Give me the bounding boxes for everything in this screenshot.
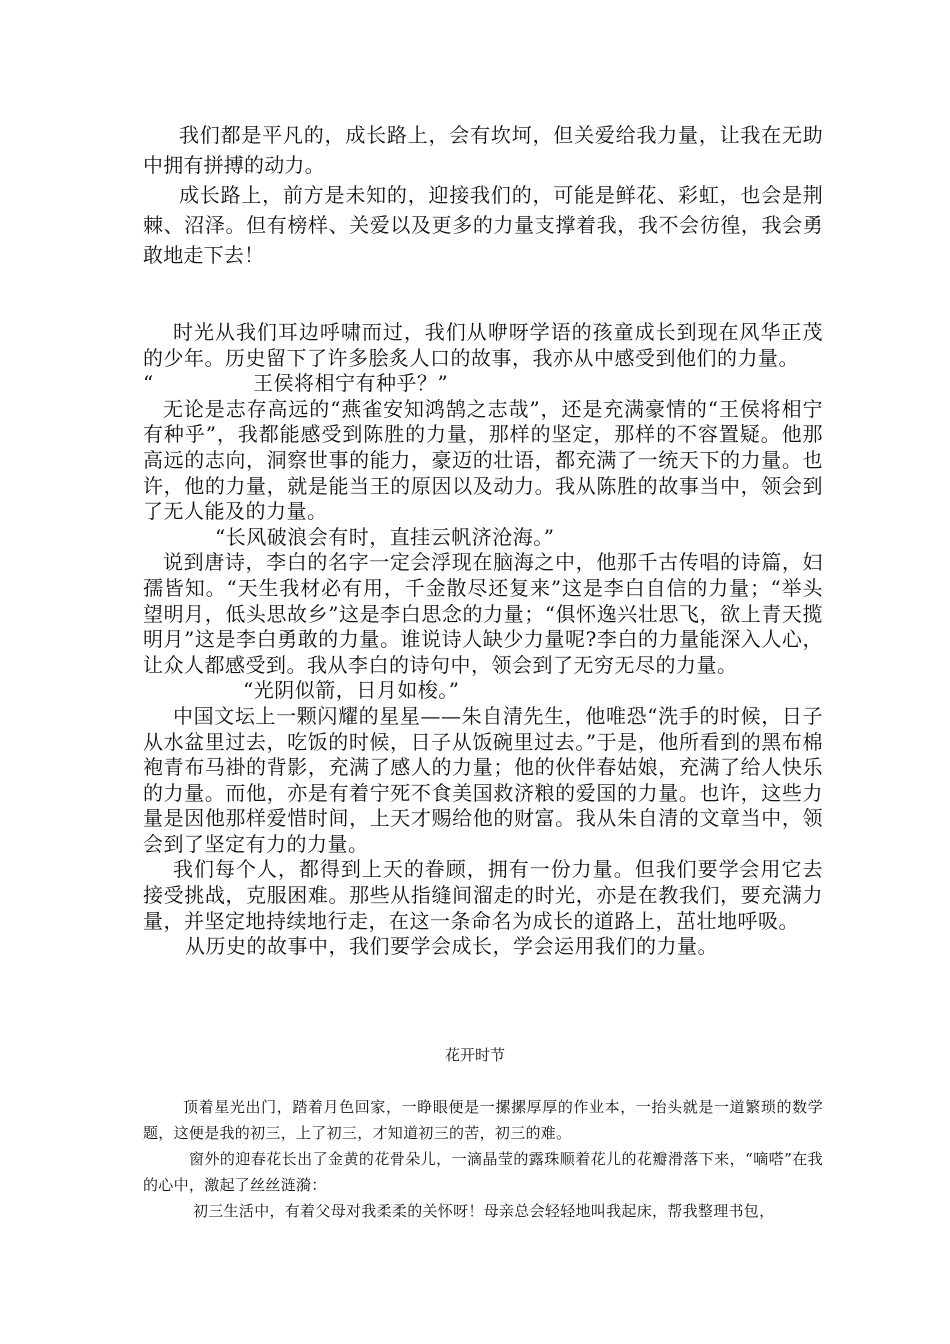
essay-title: 花开时节 <box>444 1046 505 1064</box>
paragraph: 成长路上，前方是未知的，迎接我们的，可能是鲜花、彩虹，也会是荆棘、沼泽。但有榜样、关爱以及更多的力量支撑着我，我不会彷徨，我会勇敢地走下去！ <box>143 183 823 267</box>
section-flower-season <box>143 1094 823 1224</box>
paragraph-us: 我们每个人，都得到上天的眷顾，拥有一份力量。但我们要学会用它去接受挑战，克服困难。那些从指缝间溜走的时光，亦是在教我们，要充满力量，并坚定地持续地行走，在这一条命名为成长的道路上，茁壮地呼吸。 <box>143 857 823 933</box>
section-growth-conclusion <box>143 120 823 270</box>
quote-heading: “光阴似箭，日月如梭。” <box>243 678 460 703</box>
paragraph-end: 从历史的故事中，我们要学会成长，学会运用我们的力量。 <box>185 934 718 959</box>
paragraph-intro: 时光从我们耳边呼啸而过，我们从咿呀学语的孩童成长到现在风华正茂的少年。历史留下了许多脍炙人口的故事，我亦从中感受到他们的力量。 <box>143 320 823 370</box>
quote-open-mark: “ <box>143 371 154 396</box>
paragraph-zhuziqing: 中国文坛上一颗闪耀的星星——朱自清先生，他唯恐“洗手的时候，日子从水盆里过去，吃饭的时候，日子从饭碗里过去。”于是，他所看到的黑布棉袍青布马褂的背影，充满了感人的力量；他的伙伴春姑娘，充满了给人快乐的力量。而他，亦是有着宁死不食美国救济粮的爱国的力量。也许，这些力量是因他那样爱惜时间，上天才赐给他的财富。我从朱自清的文章当中，领会到了坚定有力的力量。 <box>143 703 823 856</box>
paragraph: 窗外的迎春花长出了金黄的花骨朵儿，一滴晶莹的露珠顺着花儿的花瓣滑落下来，“嘀嗒”在我的心中，激起了丝丝涟漪： <box>143 1150 823 1194</box>
quote-heading: “长风破浪会有时，直挂云帆济沧海。” <box>215 524 555 549</box>
quote-text: 王侯将相宁有种乎？” <box>253 371 449 396</box>
paragraph: 我们都是平凡的，成长路上，会有坎坷，但关爱给我力量，让我在无助中拥有拼搏的动力。 <box>143 123 823 177</box>
paragraph-libai: 说到唐诗，李白的名字一定会浮现在脑海之中，他那千古传唱的诗篇，妇孺皆知。“天生我材必有用，千金散尽还复来”这是李白自信的力量；“举头望明月，低头思故乡”这是李白思念的力量；“俱怀逸兴壮思飞，欲上青天揽明月”这是李白勇敢的力量。谁说诗人缺少力量呢?李白的力量能深入人心，让众人都感受到。我从李白的诗句中，领会到了无穷无尽的力量。 <box>143 550 823 677</box>
paragraph: 初三生活中，有着父母对我柔柔的关怀呀！母亲总会轻轻地叫我起床，帮我整理书包， <box>193 1202 775 1220</box>
paragraph-chensheng: 无论是志存高远的“燕雀安知鸿鹄之志哉”，还是充满豪情的“王侯将相宁有种乎”，我都能感受到陈胜的力量，那样的坚定，那样的不容置疑。他那高远的志向，洞察世事的能力，豪迈的壮语，都充满了一统天下的力量。也许，他的力量，就是能当王的原因以及动力。我从陈胜的故事当中，领会到了无人能及的力量。 <box>143 396 823 524</box>
quote-heading <box>143 371 823 397</box>
paragraph: 顶着星光出门，踏着月色回家，一睁眼便是一摞摞厚厚的作业本，一抬头就是一道繁琐的数学题，这便是我的初三，上了初三，才知道初三的苦，初三的难。 <box>143 1098 823 1142</box>
section-history-power <box>143 320 823 960</box>
